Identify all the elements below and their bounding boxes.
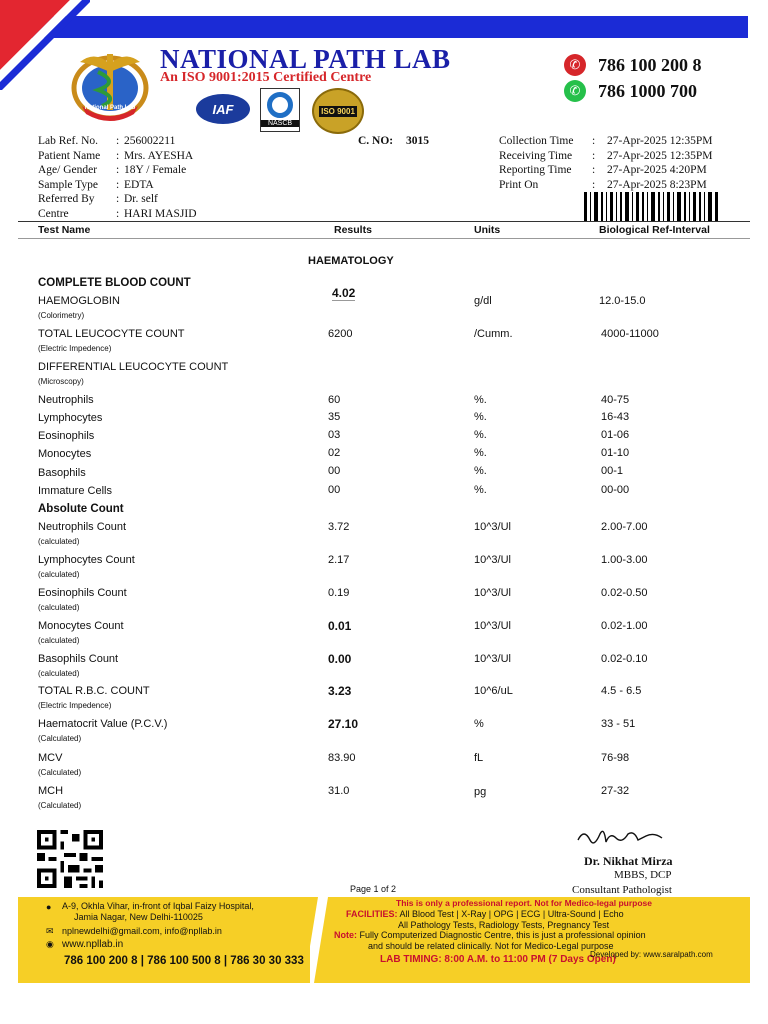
logo-ring-text: National Path Lab — [84, 105, 136, 111]
colon: : — [592, 135, 596, 147]
abs-unit: pg — [474, 786, 487, 798]
footer-phones: 786 100 200 8 | 786 100 500 8 | 786 30 30 333 — [64, 955, 304, 967]
abs-result: 31.0 — [328, 785, 350, 797]
age-gender-label: Age/ Gender — [38, 164, 98, 177]
test-method: (Microscopy) — [38, 377, 84, 386]
abs-result: 3.72 — [328, 521, 350, 533]
nascb-badge-text: NASCB — [261, 120, 299, 127]
abs-ref: 1.00-3.00 — [601, 554, 648, 566]
abs-result: 2.17 — [328, 554, 350, 566]
dlc-name: Neutrophils — [38, 394, 94, 406]
test-unit: g/dl — [474, 295, 492, 307]
doctor-degree: MBBS, DCP — [614, 869, 672, 881]
abs-unit: 10^3/Ul — [474, 653, 511, 665]
abs-method: (calculated) — [38, 669, 80, 678]
globe-icon: ◉ — [46, 939, 54, 949]
barcode — [584, 192, 720, 222]
footer-website[interactable]: www.npllab.in — [62, 939, 124, 950]
dlc-result: 03 — [328, 429, 341, 441]
abs-ref: 4.5 - 6.5 — [601, 685, 642, 697]
reporting-time-value: 27-Apr-2025 4:20PM — [607, 164, 707, 177]
abs-unit: % — [474, 718, 484, 730]
col-ref-interval: Biological Ref-Interval — [599, 224, 710, 236]
abs-name: Lymphocytes Count — [38, 554, 135, 566]
dlc-name: Monocytes — [38, 448, 92, 460]
dlc-unit: %. — [474, 484, 487, 496]
dlc-unit: %. — [474, 465, 487, 477]
abs-name: TOTAL R.B.C. COUNT — [38, 685, 150, 697]
dlc-unit: %. — [474, 429, 487, 441]
abs-result-flag: 3.23 — [328, 684, 352, 698]
abs-name: MCV — [38, 752, 63, 764]
abs-method: (calculated) — [38, 570, 80, 579]
lab-ref-value: 256002211 — [124, 135, 176, 147]
abs-ref: 27-32 — [601, 785, 630, 797]
dlc-ref: 00-00 — [601, 484, 630, 496]
dlc-ref: 00-1 — [601, 465, 624, 477]
sample-type-value: EDTA — [124, 178, 154, 191]
abs-name: Haematocrit Value (P.C.V.) — [38, 718, 168, 730]
phone-number-1[interactable]: 786 100 200 8 — [598, 55, 702, 75]
colon: : — [592, 178, 596, 191]
age-gender-value: 18Y / Female — [124, 164, 187, 177]
dlc-ref: 16-43 — [601, 411, 630, 423]
collection-time-label: Collection Time — [499, 135, 574, 147]
note-line-2: and should be related clinically. Not for Medico-Legal purpose — [368, 941, 614, 951]
abs-ref: 33 - 51 — [601, 718, 636, 730]
abs-name: MCH — [38, 785, 64, 797]
facilities-label: FACILITIES: — [346, 909, 398, 919]
qr-code — [36, 830, 104, 888]
abs-method: (Electric Impedence) — [38, 701, 112, 710]
centre-label: Centre — [38, 208, 69, 220]
test-ref: 4000-11000 — [601, 328, 659, 340]
test-method: (Electric Impedence) — [38, 344, 112, 353]
dlc-unit: %. — [474, 411, 487, 423]
doctor-title: Consultant Pathologist — [572, 884, 672, 896]
doctor-name: Dr. Nikhat Mirza — [584, 854, 673, 868]
abs-result-flag: 27.10 — [328, 717, 359, 731]
col-test-name: Test Name — [38, 224, 91, 236]
doctor-signature — [576, 822, 666, 852]
colon: : — [592, 149, 596, 162]
abs-ref: 76-98 — [601, 752, 630, 764]
abs-name: Basophils Count — [38, 653, 119, 665]
test-unit: /Cumm. — [474, 328, 513, 340]
footer-divider — [310, 897, 340, 983]
collection-time-value: 27-Apr-2025 12:35PM — [607, 135, 713, 147]
header-rule — [18, 221, 750, 222]
lab-timing: LAB TIMING: 8:00 A.M. to 11:00 PM (7 Days Open) — [380, 954, 616, 965]
receiving-time-value: 27-Apr-2025 12:35PM — [607, 149, 713, 162]
c-no-label: C. NO: — [358, 135, 394, 147]
footer-band — [18, 897, 750, 983]
certification-tagline: An ISO 9001:2015 Certified Centre — [160, 70, 372, 85]
patient-name-value: Mrs. AYESHA — [124, 149, 194, 162]
receiving-time-label: Receiving Time — [499, 149, 573, 162]
test-name: HAEMOGLOBIN — [38, 295, 120, 307]
abs-result: 83.90 — [328, 752, 356, 764]
colon: : — [116, 164, 120, 177]
c-no-value: 3015 — [406, 135, 429, 147]
developer-credit[interactable]: Developed by: www.saralpath.com — [590, 950, 713, 959]
phone-icon: ✆ — [564, 54, 586, 76]
footer-emails[interactable]: nplnewdelhi@gmail.com, info@npllab.in — [62, 926, 222, 936]
iaf-badge-text: IAF — [212, 101, 234, 117]
abs-result: 0.19 — [328, 587, 350, 599]
abs-name: Monocytes Count — [38, 620, 124, 632]
abs-method: (Calculated) — [38, 801, 82, 810]
abs-unit: 10^3/Ul — [474, 587, 511, 599]
dlc-unit: %. — [474, 447, 487, 459]
facilities-line-2: All Pathology Tests, Radiology Tests, Pregnancy Test — [398, 920, 610, 930]
absolute-count-title: Absolute Count — [38, 503, 124, 515]
col-results: Results — [334, 224, 372, 236]
facilities-list: All Blood Test | X-Ray | OPG | ECG | Ultra-Sound | Echo — [399, 909, 624, 919]
iaf-badge — [196, 94, 250, 124]
dlc-result: 35 — [328, 411, 341, 423]
dlc-result: 00 — [328, 465, 341, 477]
abs-unit: 10^6/uL — [474, 685, 513, 697]
note-label: Note: — [334, 930, 357, 940]
referred-by-label: Referred By — [38, 193, 95, 206]
section-title: HAEMATOLOGY — [308, 255, 394, 267]
test-name: DIFFERENTIAL LEUCOCYTE COUNT — [38, 361, 229, 373]
abs-result-flag: 0.00 — [328, 652, 352, 666]
phone-number-2[interactable]: 786 1000 700 — [598, 81, 697, 101]
location-icon: ● — [46, 902, 52, 912]
patient-name-label: Patient Name — [38, 149, 101, 162]
lab-ref-label: Lab Ref. No. — [38, 135, 99, 147]
dlc-ref: 01-06 — [601, 429, 630, 441]
dlc-name: Basophils — [38, 467, 86, 479]
dlc-ref: 40-75 — [601, 394, 630, 406]
group-title: COMPLETE BLOOD COUNT — [38, 277, 191, 289]
dlc-result: 00 — [328, 484, 341, 496]
test-name: TOTAL LEUCOCYTE COUNT — [38, 328, 185, 340]
test-result-flag: 4.02 — [332, 286, 356, 300]
address-line-1: A-9, Okhla Vihar, in-front of Iqbal Faizy Hospital, — [62, 901, 254, 911]
col-units: Units — [474, 224, 501, 236]
address-line-2: Jamia Nagar, New Delhi-110025 — [74, 912, 203, 922]
test-method: (Colorimetry) — [38, 311, 85, 320]
email-icon: ✉ — [46, 926, 54, 936]
abs-name: Neutrophils Count — [38, 521, 127, 533]
lab-logo — [60, 42, 160, 122]
iso-badge-text: ISO 9001 — [321, 106, 355, 116]
dlc-name: Eosinophils — [38, 430, 95, 442]
abs-ref: 2.00-7.00 — [601, 521, 648, 533]
colon: : — [592, 164, 596, 177]
test-result: 6200 — [328, 328, 353, 340]
abs-method: (calculated) — [38, 537, 80, 546]
abs-method: (calculated) — [38, 603, 80, 612]
colon: : — [116, 178, 120, 191]
abs-ref: 0.02-0.50 — [601, 587, 648, 599]
abs-unit: 10^3/Ul — [474, 521, 511, 533]
dlc-ref: 01-10 — [601, 447, 630, 459]
abs-method: (Calculated) — [38, 734, 82, 743]
abs-name: Eosinophils Count — [38, 587, 127, 599]
reporting-time-label: Reporting Time — [499, 164, 572, 177]
dlc-name: Lymphocytes — [38, 412, 103, 424]
header-rule-bottom — [18, 238, 750, 239]
abs-unit: 10^3/Ul — [474, 620, 511, 632]
centre-value: HARI MASJID — [124, 208, 197, 220]
sample-type-label: Sample Type — [38, 178, 98, 191]
abs-unit: 10^3/Ul — [474, 554, 511, 566]
page-number: Page 1 of 2 — [350, 884, 397, 894]
nascb-badge — [260, 88, 300, 132]
test-ref: 12.0-15.0 — [599, 295, 646, 307]
colon: : — [116, 208, 120, 220]
print-on-label: Print On — [499, 178, 539, 191]
iso-badge — [312, 88, 364, 134]
note-text: Fully Computerized Diagnostic Centre, this is just a professional opinion — [359, 930, 646, 940]
note — [334, 930, 646, 940]
facilities — [346, 909, 624, 919]
dlc-name: Immature Cells — [38, 485, 112, 497]
whatsapp-icon: ✆ — [564, 80, 586, 102]
colon: : — [116, 193, 120, 206]
nascb-q-icon — [267, 92, 293, 118]
lab-name: NATIONAL PATH LAB — [160, 44, 451, 74]
colon: : — [116, 135, 120, 147]
referred-by-value: Dr. self — [124, 193, 158, 206]
footer-notice: This is only a professional report. Not for Medico-legal purpose — [396, 898, 652, 908]
abs-ref: 0.02-0.10 — [601, 653, 648, 665]
colon: : — [116, 149, 120, 162]
dlc-result: 60 — [328, 394, 341, 406]
dlc-result: 02 — [328, 447, 341, 459]
abs-ref: 0.02-1.00 — [601, 620, 648, 632]
abs-unit: fL — [474, 752, 484, 764]
abs-method: (calculated) — [38, 636, 80, 645]
top-stripe-blue — [20, 16, 748, 38]
dlc-unit: %. — [474, 394, 487, 406]
abs-method: (Calculated) — [38, 768, 82, 777]
abs-result-flag: 0.01 — [328, 619, 352, 633]
print-on-value: 27-Apr-2025 8:23PM — [607, 178, 707, 191]
